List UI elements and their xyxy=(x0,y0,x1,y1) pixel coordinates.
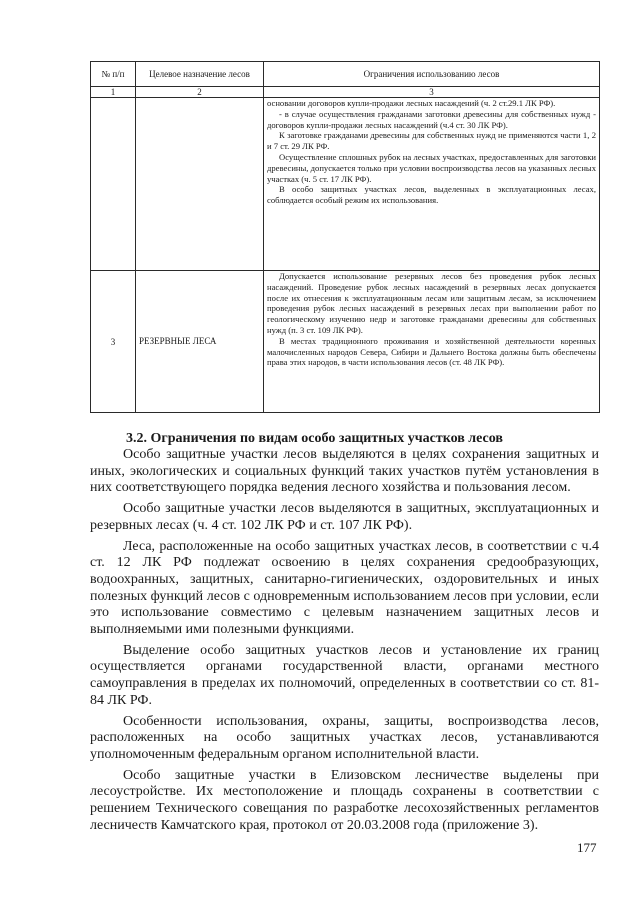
restriction-paragraph: В местах традиционного проживания и хозяйственной деятельности коренных малочисленных народов Севера, Сибири и Дальнего Востока должны быть обеспечены права этих народов, в части использования лесов (ст. 48 ЛК РФ). xyxy=(267,335,596,368)
header-number: № п/п xyxy=(91,62,136,87)
header-restrictions: Ограничения использованию лесов xyxy=(264,62,600,87)
table-row-continuation xyxy=(91,98,600,271)
section-paragraph: Особенности использования, охраны, защиты, воспроизводства лесов, расположенных на особо защитных участках лесов, устанавливаются уполномоченным федеральным органом исполнительной власти. xyxy=(90,713,599,762)
section-paragraph: Особо защитные участки лесов выделяются в защитных, эксплуатационных и резервных лесах (ч. 4 ст. 102 ЛК РФ и ст. 107 ЛК РФ). xyxy=(90,501,599,533)
restriction-paragraph: Осуществление сплошных рубок на лесных участках, предоставленных для заготовки древесины, допускается только при условии воспроизводства лесов на указанных лесных участках (ч. 5 ст. 17 ЛК РФ). xyxy=(267,151,596,184)
restriction-paragraph: Допускается использование резервных лесов без проведения рубок лесных насаждений. Проведение рубок лесных насаждений в резервных лесах допускается после их отнесения к эксплуатационным лесам или защитным лесам, за исключением проведения рубок лесных насаждений в резервных лесах при выполнении работ по геологическому изучению недр и заготовке гражданами древесины для собственных нужд (п. 3 ст. 109 ЛК РФ). xyxy=(267,271,596,335)
column-numbers-row xyxy=(91,87,600,98)
section-heading: 3.2. Ограничения по видам особо защитных участков лесов xyxy=(126,431,503,446)
restrictions-table xyxy=(90,61,600,413)
column-number-1: 1 xyxy=(91,87,136,98)
column-number-3: 3 xyxy=(264,87,600,98)
page-number: 177 xyxy=(577,840,597,855)
table-row-reserve-forests xyxy=(91,271,600,413)
row-continuation-restrictions xyxy=(264,98,600,271)
section-paragraph: Особо защитные участки в Елизовском лесничестве выделены при лесоустройстве. Их местоположение и площадь сохранены в соответствии с решением Технического совещания по разработке лесохозяйственных регламентов лесничеств Камчатского края, протокол от 20.03.2008 года (приложение 3). xyxy=(90,767,599,833)
section-paragraph: Особо защитные участки лесов выделяются в целях сохранения защитных и иных, экологических и социальных функций таких участков путём установления в них соответствующего порядка ведения лесного хозяйства и пользования лесом. xyxy=(90,447,599,496)
section-paragraph: Леса, расположенные на особо защитных участках лесов, в соответствии с ч.4 ст. 12 ЛК РФ подлежат освоению в целях сохранения средообразующих, водоохранных, защитных, санитарно-гигиенических, оздоровительных и иных полезных функций лесов с одновременным использованием лесов при условии, если это использование совместимо с целевым назначением защитных лесов и выполняемыми ими полезными функциями. xyxy=(90,538,599,638)
row-continuation-number xyxy=(91,98,136,271)
row-reserve-number: 3 xyxy=(91,271,136,413)
restriction-paragraph: В особо защитных участках лесов, выделенных в эксплуатационных лесах, соблюдается особый режим их использования. xyxy=(267,184,596,206)
column-number-2: 2 xyxy=(136,87,264,98)
section-3-2 xyxy=(90,430,599,838)
row-continuation-purpose xyxy=(136,98,264,271)
table-header-row xyxy=(91,62,600,87)
restriction-paragraph: основании договоров купли-продажи лесных насаждений (ч. 2 ст.29.1 ЛК РФ). xyxy=(267,98,556,108)
section-paragraph: Выделение особо защитных участков лесов и установление их границ осуществляется органами государственной власти, органами местного самоуправления в пределах их полномочий, определенных в соответствии со ст. 81-84 ЛК РФ. xyxy=(90,642,599,708)
restriction-paragraph: - в случае осуществления гражданами заготовки древесины для собственных нужд - договоров купли-продажи лесных насаждений (ч.4 ст. 30 ЛК РФ). xyxy=(267,108,596,130)
restriction-paragraph: К заготовке гражданами древесины для собственных нужд не применяются части 1, 2 и 7 ст. 29 ЛК РФ. xyxy=(267,130,596,152)
row-reserve-purpose: РЕЗЕРВНЫЕ ЛЕСА xyxy=(136,271,264,413)
row-reserve-restrictions xyxy=(264,271,600,413)
header-purpose: Целевое назначение лесов xyxy=(136,62,264,87)
